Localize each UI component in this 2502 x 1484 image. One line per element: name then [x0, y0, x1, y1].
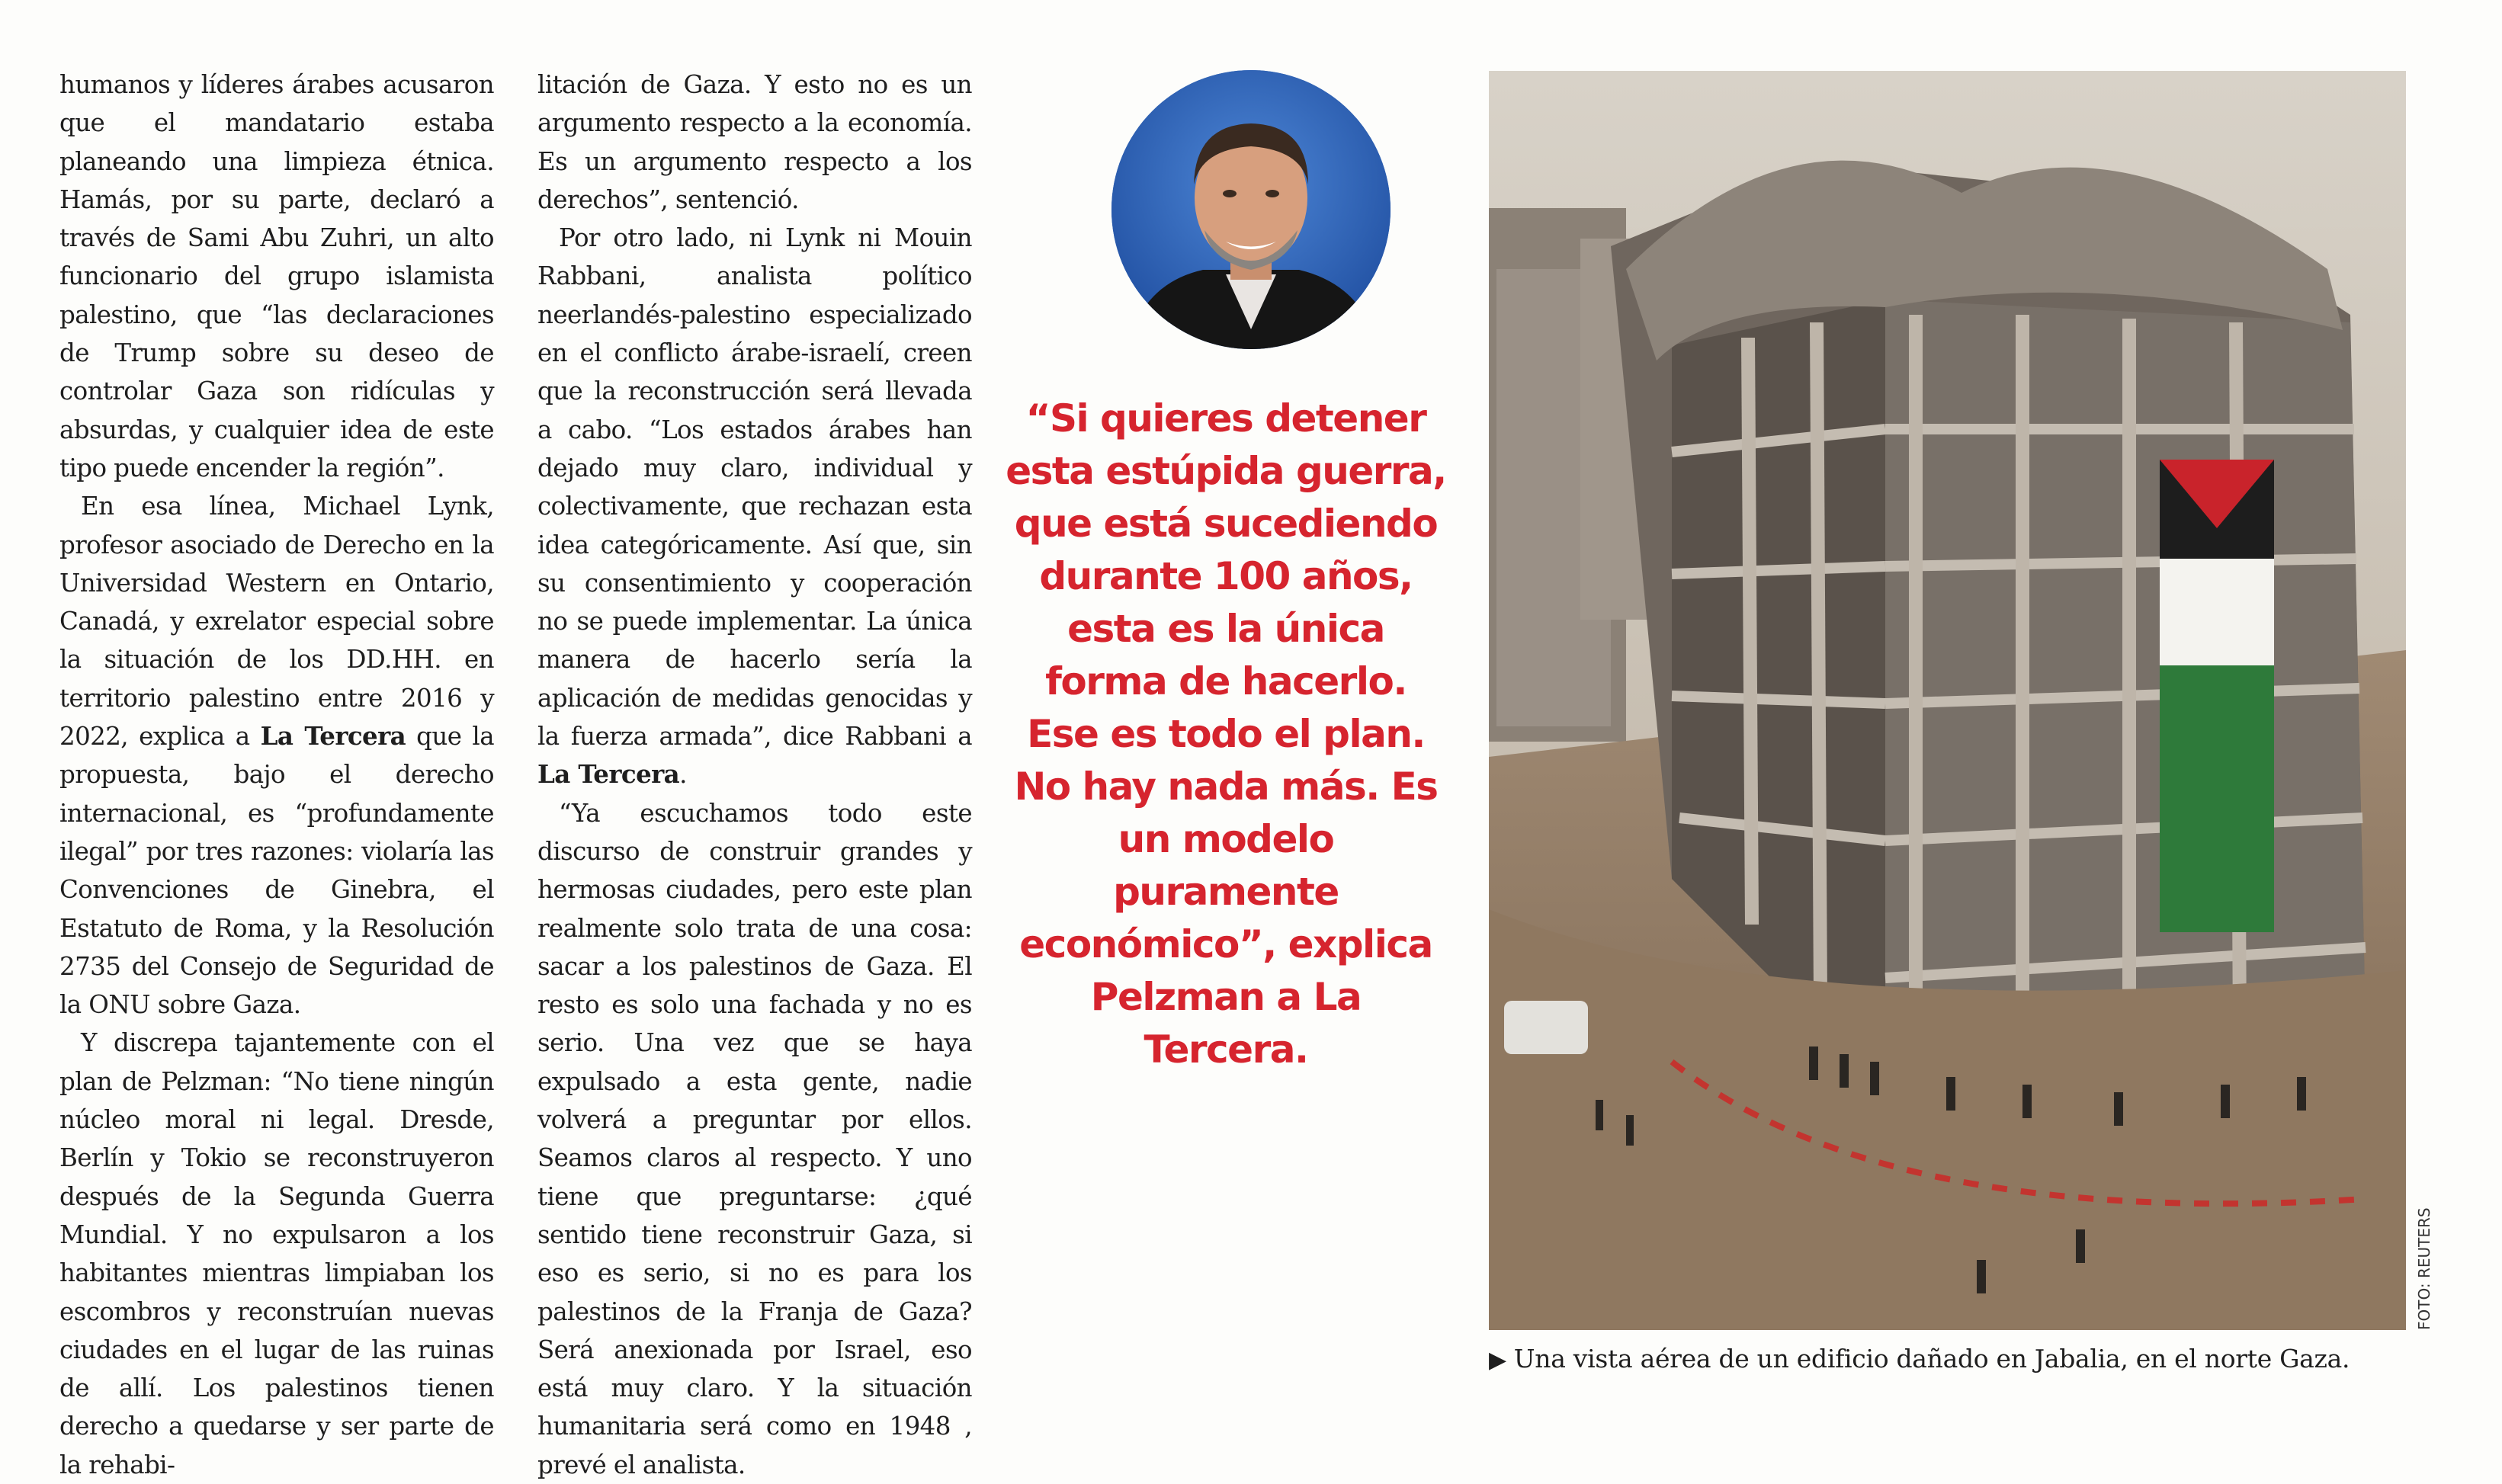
photo-credit: FOTO: REUTERS [2415, 1207, 2433, 1330]
photo-caption [1489, 1340, 2419, 1380]
article-column-1 [59, 66, 494, 1484]
article-column-2 [537, 66, 972, 1484]
paragraph [59, 487, 494, 1024]
paragraph: litación de Gaza. Y esto no es un argumento respecto a la economía. Es un argumento respecto a los derechos”, sentenció. [537, 70, 972, 214]
paragraph-text: . [679, 760, 687, 790]
publication-name: La Tercera [260, 721, 406, 752]
portrait-illustration [1111, 70, 1391, 349]
pull-quote: “Si quieres detener esta estúpida guerra, que está sucediendo durante 100 años, esta es la única forma de hacerlo. Ese es todo el plan. No hay nada más. Es un modelo puramente económico”, explica Pelzman a La Tercera. [1006, 396, 1446, 1072]
paragraph: humanos y líderes árabes acusaron que el mandatario estaba planeando una limpieza étnica. Hamás, por su parte, declaró a través de Sami Abu Zuhri, un alto funcionario del grupo islamista palestino, que “las declaraciones de Trump sobre su deseo de controlar Gaza son ridículas y absurdas, y cualquier idea de este tipo puede encender la región”. [59, 70, 494, 482]
caption-text: Una vista aérea de un edificio dañado en Jabalia, en el norte Gaza. [1513, 1344, 2350, 1373]
paragraph-text: que la propuesta, bajo el derecho internacional, es “profundamente ilegal” por tres razones: violaría las Convenciones de Ginebra, el Estatuto de Roma, y la Resolución 2735 del Consejo de Seguridad de la ONU sobre Gaza. [59, 722, 494, 1020]
paragraph [537, 219, 972, 793]
caption-marker-icon: ▶ [1489, 1347, 1506, 1373]
paragraph: Y discrepa tajantemente con el plan de Pelzman: “No tiene ningún núcleo moral ni legal. Dresde, Berlín y Tokio se reconstruyeron después de la Segunda Guerra Mundial. Y no expulsaron a los habitantes mientras limpiaban los escombros y reconstruían nuevas ciudades en el lugar de las ruinas de allí. Los palestinos tienen derecho a quedarse y ser parte de la rehabi- [59, 1028, 494, 1479]
paragraph-text: Por otro lado, ni Lynk ni Mouin Rabbani, analista político neerlandés-palestino especializado en el conflicto árabe-israelí, creen que la reconstrucción será llevada a cabo. “Los estados árabes han dejado muy claro, individual y colectivamente, que rechazan esta idea categóricamente. Así que, sin su consentimiento y cooperación no se puede implementar. La única manera de hacerlo sería la aplicación de medidas genocidas y la fuerza armada”, dice Rabbani a [537, 223, 972, 752]
paragraph-text: En esa línea, Michael Lynk, profesor asociado de Derecho en la Universidad Western en Ontario, Canadá, y exrelator especial sobre la situación de los DD.HH. en territorio palestino entre 2016 y 2022, explica a [59, 492, 494, 752]
news-photo [1489, 71, 2406, 1330]
destroyed-building-photo [1489, 71, 2406, 1330]
paragraph: “Ya escuchamos todo este discurso de construir grandes y hermosas ciudades, pero este plan realmente solo trata de una cosa: sacar a los palestinos de Gaza. El resto es solo una fachada y no es serio. Una vez que se haya expulsado a esta gente, nadie volverá a preguntar por ellos. Seamos claros al respecto. Y uno tiene que preguntarse: ¿qué sentido tiene reconstruir Gaza, si eso es serio, si no es para los palestinos de la Franja de Gaza? Será anexionada por Israel, eso está muy claro. Y la situación humanitaria será como en 1948 , prevé el analista. [537, 798, 972, 1479]
author-portrait [1111, 70, 1391, 349]
publication-name: La Tercera [537, 759, 680, 790]
